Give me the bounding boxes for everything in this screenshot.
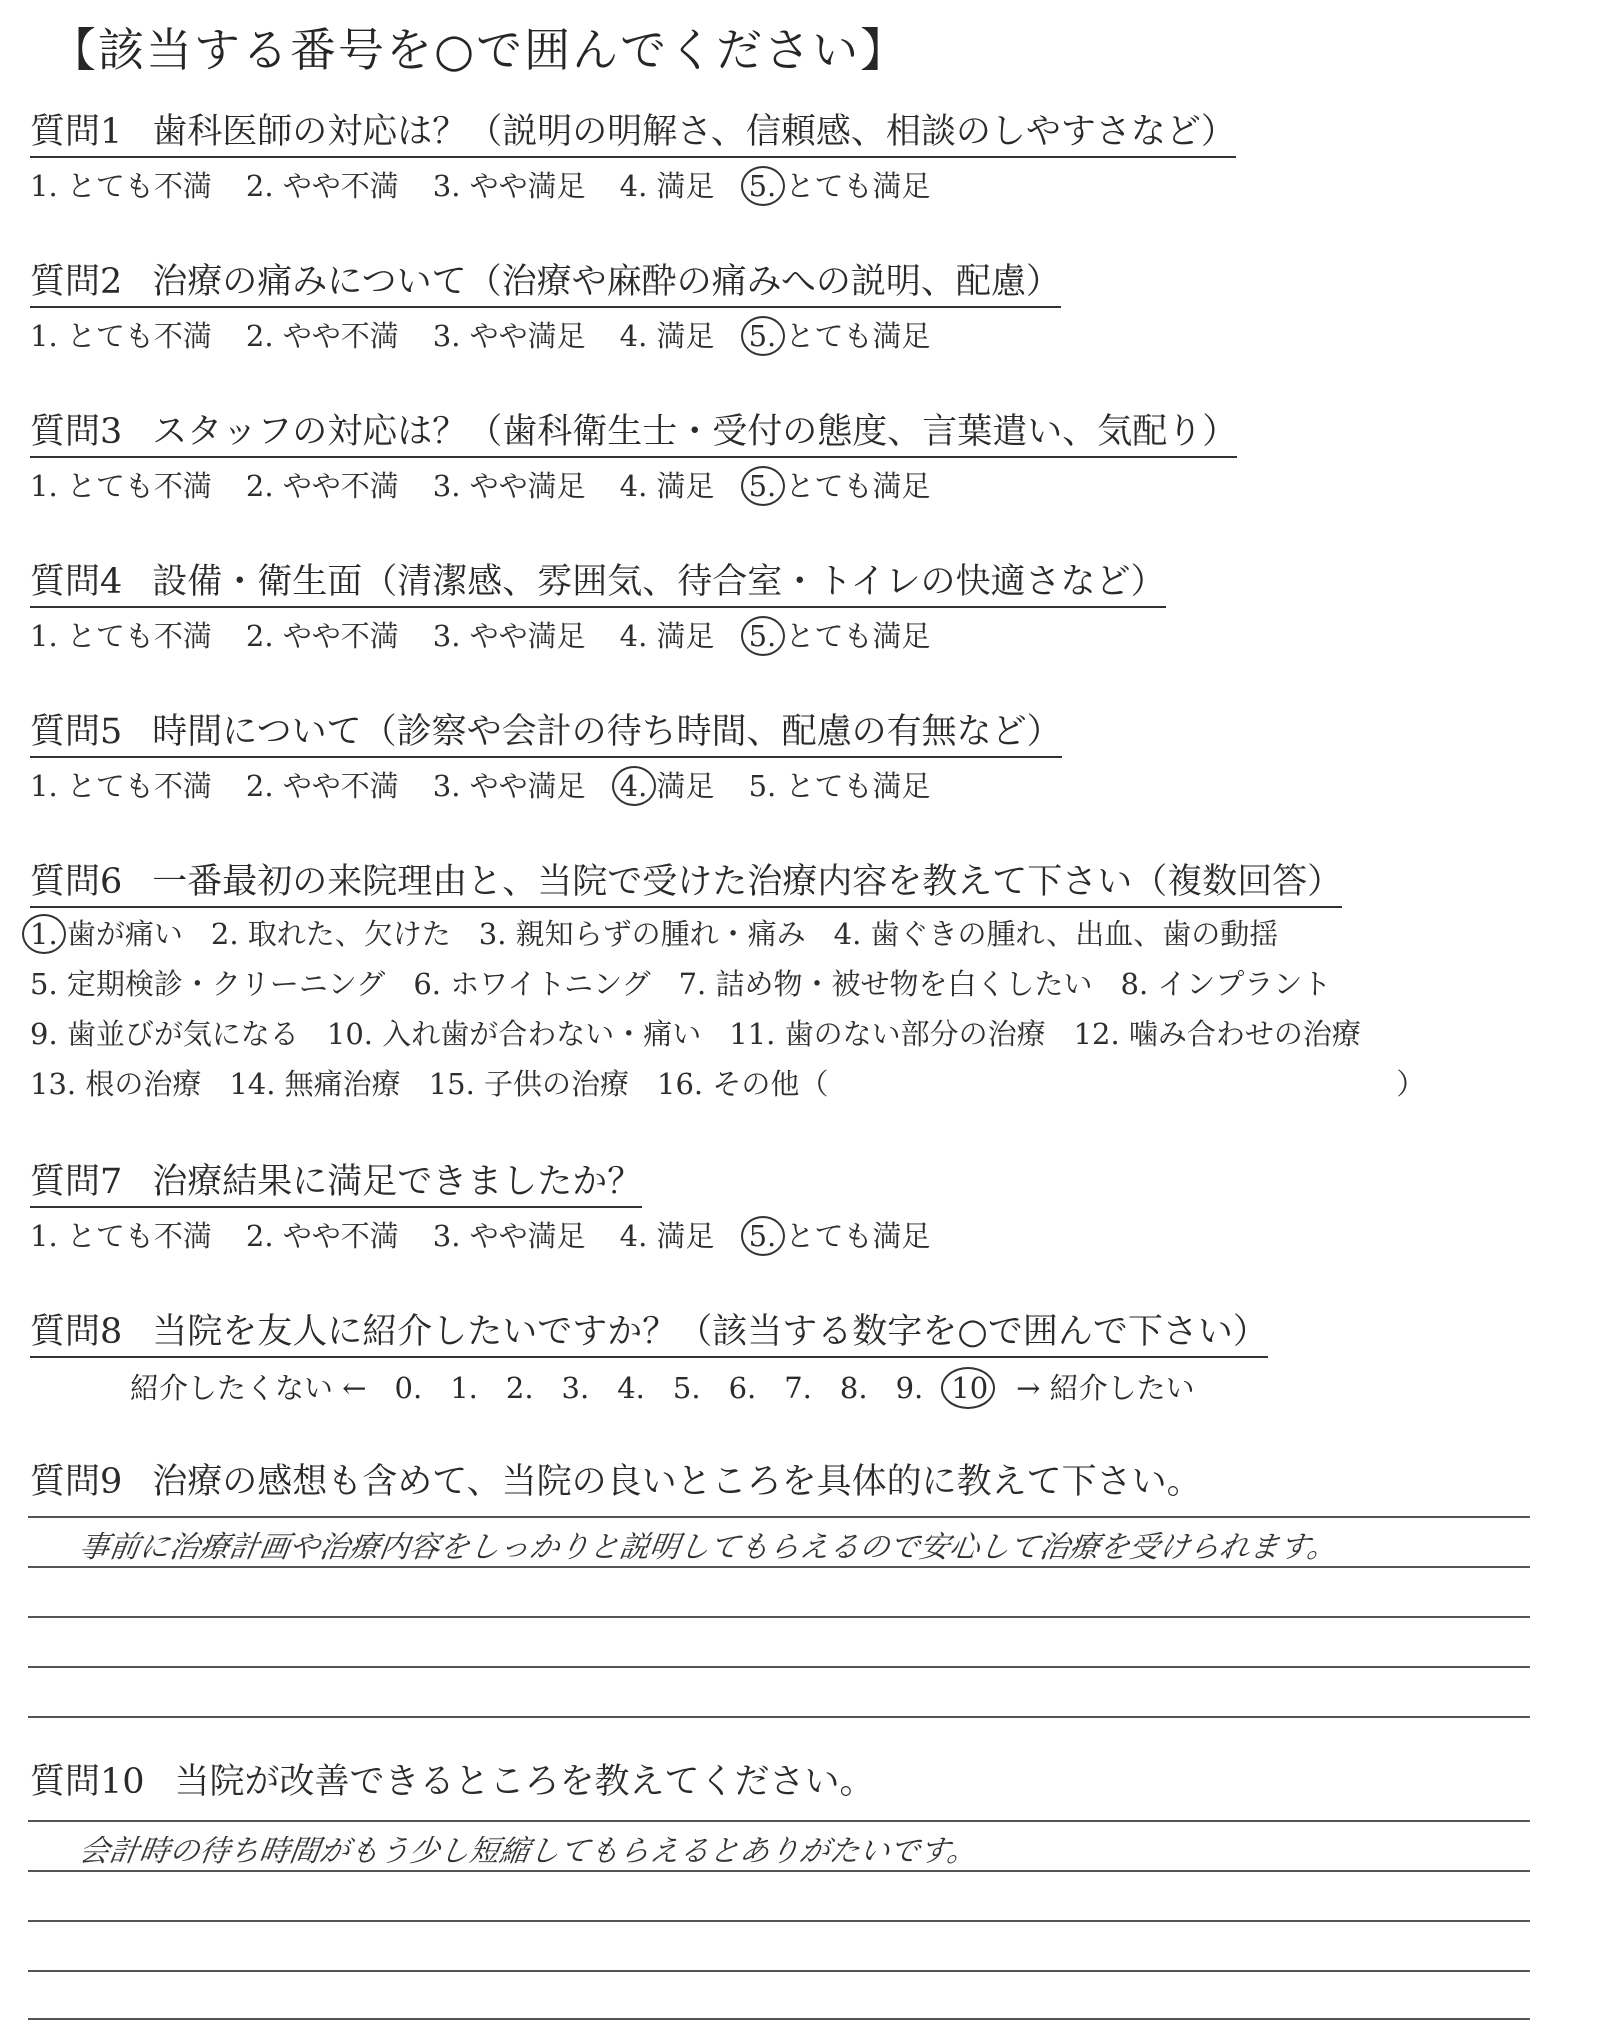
answer-option[interactable] [246,164,399,205]
option-label: 満足 [647,319,715,353]
answer-option[interactable] [433,764,586,805]
answer-line [28,1920,1530,1922]
answer-option[interactable] [30,314,212,355]
option-label: とても満足 [776,619,931,653]
option-label: 歯のない部分の治療 [775,1017,1046,1051]
answer-option[interactable] [433,1214,586,1255]
option-number: 3. [432,319,461,353]
answer-option[interactable] [30,1062,201,1103]
option-number: 3. [432,169,461,203]
scale-value[interactable]: 2. [505,1371,534,1405]
option-label: 定期検診・クリーニング [57,967,386,1001]
option-number: 15. [428,1067,475,1101]
answer-option[interactable] [729,1012,1045,1053]
option-label: とても不満 [57,169,212,203]
question-number: 質問8 [30,1312,123,1352]
option-number: 7. [678,967,707,1001]
question-text: 一番最初の来院理由と、当院で受けた治療内容を教えて下さい（複数回答） [152,862,1343,902]
option-label: やや満足 [460,769,586,803]
answer-line [28,1616,1530,1618]
option-number: 10. [326,1017,374,1051]
answer-option[interactable] [413,962,650,1003]
answer-line [28,1970,1530,1972]
option-label: とても満足 [776,319,931,353]
option-label: やや満足 [460,319,586,353]
question-number: 質問9 [30,1462,123,1502]
answer-option[interactable] [30,164,212,205]
scale-value[interactable]: 0. [394,1371,423,1405]
option-number: 5. [748,769,777,803]
scale-value[interactable]: 6. [728,1371,757,1405]
option-number: 3. [432,1219,461,1253]
answer-option[interactable] [749,314,931,355]
answer-options-7 [30,1214,964,1255]
option-label: 満足 [647,469,715,503]
option-number: 4. [619,1219,648,1253]
option-number: 2. [245,319,274,353]
option-label: とても不満 [57,619,212,653]
question-text: 治療結果に満足できましたか？ [152,1162,643,1202]
option-number: 1. [30,1219,58,1253]
option-number: 4. [619,469,648,503]
scale-value[interactable]: 10 [951,1371,989,1405]
answer-line [28,1516,1530,1518]
option-number: 4. [619,319,648,353]
option-label: 満足 [647,769,715,803]
answer-line [28,1716,1530,1718]
scale-value[interactable]: 8. [839,1371,868,1405]
question-number: 質問1 [30,112,123,152]
answer-option[interactable] [327,1012,701,1053]
question-number: 質問4 [30,562,123,602]
option-number: 14. [229,1067,276,1101]
scale-value[interactable]: 5. [672,1371,701,1405]
option-number: 1. [30,619,58,653]
option-number: 8. [1120,967,1149,1001]
question-text: 治療の感想も含めて、当院の良いところを具体的に教えて下さい。 [152,1462,1202,1502]
answer-option[interactable] [1121,962,1332,1003]
question-text: 治療の痛みについて（治療や麻酔の痛みへの説明、配慮） [152,262,1061,302]
question-10 [30,1754,875,1806]
option-label: 取れた、欠けた [238,917,451,951]
option-label: とても満足 [776,169,931,203]
option-label: 子供の治療 [474,1067,630,1101]
question-9 [30,1454,1202,1506]
option-label: 歯が痛い [57,917,183,951]
option-number: 4. [619,169,648,203]
option-number: 5. [748,619,777,653]
option-label: 入れ歯が合わない・痛い [373,1017,702,1051]
answer-option[interactable] [30,1214,212,1255]
question-number: 質問7 [30,1162,123,1202]
answer-line [28,1870,1530,1872]
option-label: 満足 [647,1219,715,1253]
option-label: 歯並びが気になる [57,1017,299,1051]
option-number: 1. [30,469,58,503]
question-number: 質問5 [30,712,123,752]
option-label: 満足 [647,619,715,653]
question-8 [30,1304,1268,1358]
question-1 [30,104,1236,158]
question-number: 質問10 [30,1762,145,1802]
option-number: 1. [30,319,58,353]
option-label: とても不満 [57,319,212,353]
option-number: 16. [657,1067,704,1101]
answer-option[interactable] [749,1214,931,1255]
answer-option[interactable] [620,1214,715,1255]
option-number: 3. [432,769,461,803]
answer-option[interactable] [30,614,212,655]
option-label: とても満足 [776,769,931,803]
question-text: 当院が改善できるところを教えてください。 [174,1762,875,1802]
option-label: とても不満 [57,469,212,503]
option-label: やや満足 [460,469,586,503]
answer-option[interactable] [30,912,183,953]
answer-option[interactable] [620,164,715,205]
answer-option[interactable] [620,464,715,505]
other-close-paren: ） [1396,1067,1426,1101]
answer-option[interactable] [429,1062,629,1103]
option-label: 噛み合わせの治療 [1119,1017,1361,1051]
option-number: 2. [245,619,274,653]
answer-option[interactable] [246,464,399,505]
option-number: 2. [210,917,239,951]
option-number: 1. [30,917,58,951]
answer-option[interactable] [620,314,715,355]
option-label: ホワイトニング [440,967,651,1001]
option-label: 歯ぐきの腫れ、出血、歯の動揺 [861,917,1279,951]
answer-option[interactable] [433,464,586,505]
q9-answer: 事前に治療計画や治療内容をしっかりと説明してもらえるので安心して治療を受けられます。 [77,1530,1340,1565]
option-label: 根の治療 [76,1067,202,1101]
option-label: やや不満 [273,319,399,353]
option-label: とても不満 [57,769,212,803]
recommend-scale [130,1366,1223,1407]
answer-line [28,1566,1530,1568]
option-label: やや不満 [273,469,399,503]
scale-value[interactable]: 9. [895,1371,924,1405]
answer-option[interactable] [30,764,212,805]
option-number: 3. [432,469,461,503]
page-title: 【該当する番号を○で囲んでください】 [50,23,909,77]
option-label: 親知らずの腫れ・痛み [506,917,806,951]
question-text: スタッフの対応は？（歯科衛生士・受付の態度、言葉遣い、気配り） [152,412,1238,452]
option-label: やや不満 [273,619,399,653]
answer-option[interactable] [433,614,586,655]
question-number: 質問6 [30,862,123,902]
answer-options-3 [30,464,964,505]
q6-option-row [30,1012,1389,1053]
q6-option-row [30,962,1359,1003]
answer-option[interactable] [30,1012,299,1053]
answer-option[interactable] [620,764,715,805]
answer-option[interactable] [749,614,931,655]
question-number: 質問3 [30,412,123,452]
answer-option[interactable] [679,962,1093,1003]
option-label: 詰め物・被せ物を白くしたい [706,967,1093,1001]
option-number: 6. [413,967,441,1001]
scale-left-label: 紹介したくない ← [130,1371,367,1405]
option-label: やや不満 [273,169,399,203]
answer-option[interactable] [30,464,212,505]
answer-option[interactable] [834,912,1279,953]
option-label: とても満足 [776,1219,931,1253]
option-number: 2. [245,169,274,203]
option-number: 11. [729,1017,776,1051]
answer-options-4 [30,614,964,655]
question-3 [30,404,1237,458]
option-number: 5. [30,967,58,1001]
question-7 [30,1154,642,1208]
option-number: 4. [619,769,648,803]
answer-option[interactable] [246,314,399,355]
option-label: やや不満 [273,769,399,803]
answer-option[interactable] [749,464,931,505]
option-label: やや満足 [460,619,586,653]
option-number: 2. [245,1219,274,1253]
scale-value[interactable]: 4. [617,1371,645,1405]
question-6 [30,854,1342,908]
q6-option-row [30,912,1306,953]
option-number: 1. [30,769,58,803]
answer-option[interactable] [749,764,931,805]
answer-option[interactable] [211,912,451,953]
q6-option-row [30,1062,1425,1103]
answer-options-2 [30,314,964,355]
option-number: 5. [748,169,777,203]
option-number: 4. [833,917,862,951]
option-number: 9. [30,1017,58,1051]
option-number: 5. [748,319,777,353]
option-label: やや満足 [460,169,586,203]
question-text: 設備・衛生面（清潔感、雰囲気、待合室・トイレの快適さなど） [152,562,1166,602]
option-label: とても不満 [57,1219,212,1253]
question-text: 当院を友人に紹介したいですか？（該当する数字を○で囲んで下さい） [152,1312,1268,1352]
option-label: 満足 [647,169,715,203]
answer-options-1 [30,164,964,205]
answer-option[interactable] [657,1062,828,1103]
question-4 [30,554,1166,608]
answer-option[interactable] [620,614,715,655]
scale-value[interactable]: 1. [450,1371,478,1405]
option-number: 2. [245,769,274,803]
option-number: 1. [30,169,58,203]
answer-line [28,2018,1530,2020]
answer-option[interactable] [749,164,931,205]
question-2 [30,254,1061,308]
answer-option[interactable] [30,962,385,1003]
question-text: 歯科医師の対応は？（説明の明解さ、信頼感、相談のしやすさなど） [152,112,1236,152]
option-number: 5. [748,469,777,503]
option-number: 3. [432,619,461,653]
option-label: とても満足 [776,469,931,503]
option-label: インプラント [1148,967,1332,1001]
answer-option[interactable] [246,614,399,655]
option-label: やや満足 [460,1219,586,1253]
answer-option[interactable] [246,1214,399,1255]
scale-value[interactable]: 7. [784,1371,812,1405]
answer-options-5 [30,764,964,805]
answer-line [28,1666,1530,1668]
option-label: 無痛治療 [275,1067,401,1101]
answer-option[interactable] [229,1062,400,1103]
option-number: 3. [478,917,507,951]
option-label: やや不満 [273,1219,399,1253]
question-5 [30,704,1062,758]
q10-answer: 会計時の待ち時間がもう少し短縮してもらえるとありがたいです。 [77,1834,980,1869]
scale-value[interactable]: 3. [561,1371,590,1405]
answer-option[interactable] [246,764,399,805]
option-number: 5. [748,1219,777,1253]
answer-line [28,1820,1530,1822]
answer-option[interactable] [433,164,586,205]
option-number: 12. [1073,1017,1120,1051]
option-label: その他（ [703,1067,829,1101]
option-number: 13. [30,1067,77,1101]
question-text: 時間について（診察や会計の待ち時間、配慮の有無など） [152,712,1062,752]
question-number: 質問2 [30,262,123,302]
answer-option[interactable] [433,314,586,355]
answer-option[interactable] [1074,1012,1361,1053]
scale-right-label: → 紹介したい [1016,1371,1195,1405]
option-number: 2. [245,469,274,503]
option-number: 4. [619,619,648,653]
answer-option[interactable] [479,912,806,953]
